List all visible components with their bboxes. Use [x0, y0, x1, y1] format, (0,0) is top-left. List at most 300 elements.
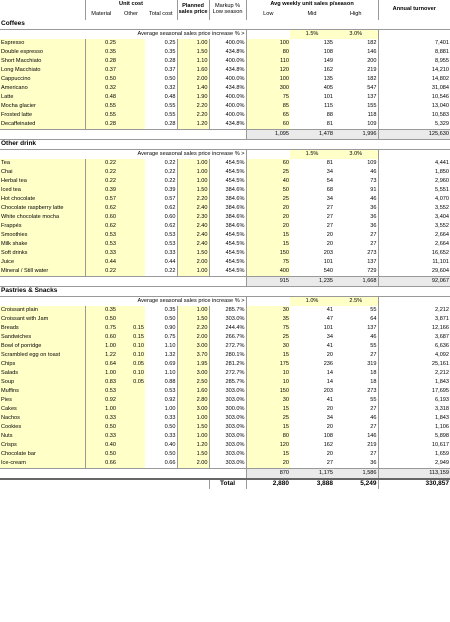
annual-turnover: 17,695	[378, 387, 450, 396]
sales-mid: 20	[326, 240, 334, 247]
other-cost[interactable]	[117, 120, 145, 130]
item-name[interactable]: Chips	[0, 360, 85, 369]
sales-price[interactable]: 2.20	[177, 111, 209, 120]
other-cost[interactable]	[117, 423, 145, 432]
material-cost[interactable]: 0.53	[85, 387, 117, 396]
other-cost[interactable]	[117, 240, 145, 249]
markup: 281.2%	[209, 360, 246, 369]
table-row	[0, 387, 450, 396]
sales-price[interactable]: 2.40	[177, 222, 209, 231]
table-row	[0, 111, 450, 120]
item-name[interactable]: Frappés	[0, 222, 85, 231]
item-name[interactable]: Short Macchiato	[0, 57, 85, 66]
sales-mid: 14	[326, 369, 334, 376]
other-cost[interactable]	[117, 396, 145, 405]
annual-turnover: 10,546	[378, 93, 450, 102]
material-cost[interactable]: 0.75	[85, 324, 117, 333]
other-cost[interactable]	[117, 249, 145, 258]
other-cost[interactable]	[117, 48, 145, 57]
sales-price[interactable]: 1.00	[177, 267, 209, 277]
sales-low[interactable]: 400	[246, 267, 290, 277]
sales-low[interactable]: 30	[246, 396, 290, 405]
sales-low[interactable]: 30	[246, 306, 290, 315]
sales-price[interactable]: 1.95	[177, 360, 209, 369]
sales-price[interactable]: 2.00	[177, 258, 209, 267]
markup: 454.5%	[209, 231, 246, 240]
material-cost[interactable]: 1.00	[85, 342, 117, 351]
other-cost[interactable]	[117, 450, 145, 459]
item-name[interactable]: Milk shake	[0, 240, 85, 249]
other-cost[interactable]: 0.05	[117, 378, 145, 387]
sales-low[interactable]: 25	[246, 333, 290, 342]
other-cost[interactable]	[117, 315, 145, 324]
total-cost: 0.32	[164, 84, 176, 91]
item-name[interactable]: Soup	[0, 378, 85, 387]
sales-price[interactable]: 1.00	[177, 432, 209, 441]
material-cost[interactable]: 0.44	[85, 258, 117, 267]
sales-price[interactable]: 1.20	[177, 441, 209, 450]
item-name[interactable]: Double espresso	[0, 48, 85, 57]
table-row	[0, 39, 450, 48]
sales-price[interactable]: 2.20	[177, 324, 209, 333]
table-row	[0, 222, 450, 231]
table-row	[0, 324, 450, 333]
material-cost[interactable]: 0.39	[85, 186, 117, 195]
table-row	[0, 48, 450, 57]
other-cost[interactable]	[117, 306, 145, 315]
sales-mid: 20	[326, 450, 334, 457]
other-cost[interactable]: 0.05	[117, 360, 145, 369]
markup: 384.6%	[209, 204, 246, 213]
increase-high[interactable]: 2.5%	[334, 297, 378, 307]
other-cost[interactable]	[117, 441, 145, 450]
other-cost[interactable]: 0.10	[117, 351, 145, 360]
sales-low[interactable]: 60	[246, 120, 290, 130]
sales-low[interactable]: 85	[246, 102, 290, 111]
markup: 400.0%	[209, 39, 246, 48]
other-cost[interactable]	[117, 159, 145, 168]
other-cost[interactable]	[117, 204, 145, 213]
material-cost[interactable]: 1.22	[85, 351, 117, 360]
sales-high: 146	[367, 432, 377, 439]
other-cost[interactable]	[117, 213, 145, 222]
total-cost: 1.10	[164, 342, 176, 349]
annual-turnover-header: Annual turnover	[378, 0, 450, 20]
item-name[interactable]: Espresso	[0, 39, 85, 48]
sales-low[interactable]: 300	[246, 84, 290, 93]
material-cost[interactable]: 0.53	[85, 240, 117, 249]
material-cost[interactable]: 0.60	[85, 213, 117, 222]
material-cost[interactable]: 0.64	[85, 360, 117, 369]
other-cost[interactable]	[117, 66, 145, 75]
sales-price[interactable]: 1.20	[177, 120, 209, 130]
increase-mid[interactable]: 1.5%	[290, 30, 334, 40]
material-cost[interactable]: 0.60	[85, 333, 117, 342]
table-row	[0, 333, 450, 342]
sales-price[interactable]: 1.50	[177, 450, 209, 459]
item-name[interactable]: Juice	[0, 258, 85, 267]
sales-price[interactable]: 3.00	[177, 369, 209, 378]
material-cost[interactable]: 0.50	[85, 315, 117, 324]
total-annual: 92,067	[378, 277, 450, 287]
sales-price[interactable]: 1.50	[177, 249, 209, 258]
sales-low[interactable]: 65	[246, 111, 290, 120]
sales-price[interactable]: 3.70	[177, 351, 209, 360]
other-cost[interactable]	[117, 222, 145, 231]
sales-low[interactable]: 120	[246, 441, 290, 450]
annual-turnover: 2,664	[378, 240, 450, 249]
total-cost: 1.32	[164, 351, 176, 358]
sales-mid: 405	[323, 84, 334, 91]
item-name[interactable]: Bowl of porridge	[0, 342, 85, 351]
material-cost[interactable]: 0.22	[85, 159, 117, 168]
other-cost[interactable]	[117, 84, 145, 93]
sales-price[interactable]: 1.10	[177, 57, 209, 66]
other-cost[interactable]	[117, 405, 145, 414]
table-row	[0, 186, 450, 195]
sales-low[interactable]: 15	[246, 351, 290, 360]
sales-high: 27	[370, 423, 377, 430]
material-cost[interactable]: 0.35	[85, 306, 117, 315]
item-name[interactable]: White chocolate mocha	[0, 213, 85, 222]
total-cost: 0.88	[164, 378, 176, 385]
sales-high: 200	[367, 57, 377, 64]
material-cost[interactable]: 0.62	[85, 222, 117, 231]
sales-low[interactable]: 15	[246, 231, 290, 240]
other-cost[interactable]	[117, 231, 145, 240]
table-row	[0, 423, 450, 432]
sales-price[interactable]: 1.00	[177, 159, 209, 168]
annual-turnover: 3,552	[378, 222, 450, 231]
sales-high: 55	[370, 342, 377, 349]
item-name[interactable]: Sandwiches	[0, 333, 85, 342]
material-cost[interactable]: 0.50	[85, 75, 117, 84]
sales-price[interactable]: 2.00	[177, 333, 209, 342]
sales-price[interactable]: 2.20	[177, 102, 209, 111]
sales-price[interactable]: 1.60	[177, 66, 209, 75]
other-cost[interactable]	[117, 432, 145, 441]
sales-price[interactable]: 2.30	[177, 213, 209, 222]
sales-mid: 20	[326, 405, 334, 412]
annual-turnover: 5,329	[378, 120, 450, 130]
sales-high: 18	[370, 378, 377, 385]
sales-high: 18	[370, 369, 377, 376]
price-increase-caption: Average seasonal sales price increase % >	[137, 297, 245, 304]
item-name[interactable]: Chocolate raspberry latte	[0, 204, 85, 213]
item-name[interactable]: Breads	[0, 324, 85, 333]
sales-price[interactable]: 3.00	[177, 342, 209, 351]
increase-high[interactable]: 3.0%	[334, 150, 378, 160]
table-row	[0, 204, 450, 213]
sales-mid: 34	[326, 168, 334, 175]
sales-high: 547	[367, 84, 377, 91]
item-name[interactable]: Ice-cream	[0, 459, 85, 469]
grand-total-annual: 330,857	[378, 479, 450, 489]
material-cost[interactable]: 0.33	[85, 249, 117, 258]
section-header	[0, 20, 450, 30]
sales-low[interactable]: 10	[246, 369, 290, 378]
table-row	[0, 414, 450, 423]
sales-mid: 34	[326, 195, 334, 202]
material-cost[interactable]: 0.28	[85, 57, 117, 66]
item-name[interactable]: Muffins	[0, 387, 85, 396]
total-cost: 0.44	[164, 258, 176, 265]
sales-high: 137	[367, 324, 377, 331]
item-name[interactable]: Croissant plain	[0, 306, 85, 315]
sales-low[interactable]: 110	[246, 57, 290, 66]
item-name[interactable]: Nachos	[0, 414, 85, 423]
sales-low[interactable]: 80	[246, 432, 290, 441]
sales-price[interactable]: 1.00	[177, 168, 209, 177]
sales-low[interactable]: 60	[246, 159, 290, 168]
other-cost[interactable]	[117, 387, 145, 396]
sales-mid: 27	[326, 222, 334, 229]
total-cost: 0.50	[164, 75, 176, 82]
sales-low[interactable]: 75	[246, 258, 290, 267]
sales-low[interactable]: 15	[246, 450, 290, 459]
item-name[interactable]: Chai	[0, 168, 85, 177]
other-cost[interactable]	[117, 195, 145, 204]
material-cost[interactable]: 0.32	[85, 84, 117, 93]
other-cost[interactable]: 0.10	[117, 342, 145, 351]
material-cost[interactable]: 0.33	[85, 414, 117, 423]
sales-high: 46	[370, 168, 377, 175]
material-cost[interactable]: 0.57	[85, 195, 117, 204]
annual-turnover: 4,441	[378, 159, 450, 168]
sales-low[interactable]: 35	[246, 315, 290, 324]
sales-mid: 101	[323, 324, 334, 331]
table-row	[0, 231, 450, 240]
item-name[interactable]: Croissant with Jam	[0, 315, 85, 324]
sales-low[interactable]: 30	[246, 342, 290, 351]
markup: 384.6%	[209, 213, 246, 222]
table-row	[0, 378, 450, 387]
material-cost[interactable]: 0.50	[85, 423, 117, 432]
item-name[interactable]: Cookies	[0, 423, 85, 432]
section-title: Other drink	[0, 140, 450, 150]
sales-price[interactable]: 1.60	[177, 387, 209, 396]
price-increase-row	[0, 30, 450, 40]
sales-low[interactable]: 50	[246, 186, 290, 195]
sales-mid: 14	[326, 378, 334, 385]
material-cost[interactable]: 0.22	[85, 177, 117, 186]
item-name[interactable]: Decaffeinated	[0, 120, 85, 130]
item-name[interactable]: Latte	[0, 93, 85, 102]
sales-low[interactable]: 75	[246, 93, 290, 102]
sales-low[interactable]: 150	[246, 249, 290, 258]
material-cost[interactable]: 0.55	[85, 102, 117, 111]
section-header	[0, 140, 450, 150]
increase-mid[interactable]: 1.0%	[290, 297, 334, 307]
material-cost[interactable]: 0.55	[85, 111, 117, 120]
item-name[interactable]: Hot chocolate	[0, 195, 85, 204]
item-name[interactable]: Crisps	[0, 441, 85, 450]
other-cost[interactable]	[117, 111, 145, 120]
item-name[interactable]: Long Macchiato	[0, 66, 85, 75]
other-cost[interactable]	[117, 186, 145, 195]
sales-low[interactable]: 175	[246, 360, 290, 369]
other-cost[interactable]: 0.15	[117, 324, 145, 333]
item-name[interactable]: Cappuccino	[0, 75, 85, 84]
item-name[interactable]: Chocolate bar	[0, 450, 85, 459]
sales-price[interactable]: 2.20	[177, 195, 209, 204]
total-cost: 0.33	[164, 249, 176, 256]
sales-low[interactable]: 40	[246, 177, 290, 186]
material-cost[interactable]: 0.37	[85, 66, 117, 75]
sales-low[interactable]: 20	[246, 459, 290, 469]
material-cost[interactable]: 0.83	[85, 378, 117, 387]
other-cost[interactable]	[117, 267, 145, 277]
sales-high: 91	[370, 186, 377, 193]
item-name[interactable]: Iced tea	[0, 186, 85, 195]
annual-turnover: 16,652	[378, 249, 450, 258]
sales-low[interactable]: 80	[246, 48, 290, 57]
sales-low[interactable]: 100	[246, 39, 290, 48]
annual-turnover: 2,664	[378, 231, 450, 240]
sales-low[interactable]: 20	[246, 204, 290, 213]
sales-high: 137	[367, 258, 377, 265]
item-name[interactable]: Soft drinks	[0, 249, 85, 258]
sales-price[interactable]: 1.50	[177, 48, 209, 57]
sales-price[interactable]: 2.40	[177, 231, 209, 240]
material-cost[interactable]: 0.92	[85, 396, 117, 405]
material-cost[interactable]: 0.48	[85, 93, 117, 102]
sales-price[interactable]: 2.40	[177, 204, 209, 213]
sales-low[interactable]: 25	[246, 195, 290, 204]
price-increase-row	[0, 297, 450, 307]
item-name[interactable]: Mocha glacier	[0, 102, 85, 111]
other-cost[interactable]	[117, 93, 145, 102]
sales-price[interactable]: 1.00	[177, 306, 209, 315]
total-cost: 0.50	[164, 315, 176, 322]
table-row	[0, 441, 450, 450]
sales-mid: 203	[323, 249, 334, 256]
other-cost[interactable]	[117, 258, 145, 267]
sales-high: 36	[370, 222, 377, 229]
table-row	[0, 159, 450, 168]
sales-high: 73	[370, 177, 377, 184]
section-title: Coffees	[0, 20, 450, 30]
item-name[interactable]: Pies	[0, 396, 85, 405]
item-name[interactable]: Americano	[0, 84, 85, 93]
sales-low[interactable]: 120	[246, 66, 290, 75]
item-name[interactable]: Tea	[0, 159, 85, 168]
sales-price[interactable]: 1.40	[177, 84, 209, 93]
other-cost[interactable]	[117, 57, 145, 66]
sales-price[interactable]: 2.00	[177, 75, 209, 84]
markup: 454.5%	[209, 159, 246, 168]
material-cost[interactable]: 0.62	[85, 204, 117, 213]
item-name[interactable]: Scrambled egg on toast	[0, 351, 85, 360]
markup: 303.0%	[209, 459, 246, 469]
item-name[interactable]: Cakes	[0, 405, 85, 414]
increase-high[interactable]: 3.0%	[334, 30, 378, 40]
sales-low[interactable]: 25	[246, 168, 290, 177]
other-cost[interactable]	[117, 75, 145, 84]
markup: 454.5%	[209, 258, 246, 267]
item-name[interactable]: Nuts	[0, 432, 85, 441]
material-cost[interactable]: 0.35	[85, 48, 117, 57]
annual-turnover: 10,583	[378, 111, 450, 120]
sales-price[interactable]: 2.00	[177, 459, 209, 469]
sales-price[interactable]: 1.00	[177, 414, 209, 423]
table-body	[0, 20, 450, 489]
sales-low[interactable]: 150	[246, 387, 290, 396]
sales-low[interactable]: 25	[246, 414, 290, 423]
other-cost[interactable]	[117, 102, 145, 111]
item-name[interactable]: Frosted latte	[0, 111, 85, 120]
other-cost[interactable]	[117, 414, 145, 423]
other-cost[interactable]	[117, 459, 145, 469]
item-name[interactable]: Smoothies	[0, 231, 85, 240]
material-cost[interactable]: 0.53	[85, 231, 117, 240]
sales-low[interactable]: 100	[246, 75, 290, 84]
sales-price[interactable]: 3.00	[177, 405, 209, 414]
sales-low[interactable]: 75	[246, 324, 290, 333]
sales-low[interactable]: 15	[246, 240, 290, 249]
sales-price[interactable]: 2.50	[177, 378, 209, 387]
table-row	[0, 267, 450, 277]
annual-turnover: 4,092	[378, 351, 450, 360]
other-cost[interactable]	[117, 177, 145, 186]
sales-price[interactable]: 1.00	[177, 177, 209, 186]
sales-low[interactable]: 15	[246, 423, 290, 432]
material-cost[interactable]: 0.22	[85, 168, 117, 177]
item-name[interactable]: Salads	[0, 369, 85, 378]
material-cost[interactable]: 1.00	[85, 369, 117, 378]
sales-price[interactable]: 1.00	[177, 39, 209, 48]
sales-low[interactable]: 10	[246, 378, 290, 387]
item-name[interactable]: Herbal tea	[0, 177, 85, 186]
section-title: Pastries & Snacks	[0, 287, 450, 297]
material-cost[interactable]: 0.33	[85, 432, 117, 441]
material-cost[interactable]: 1.00	[85, 405, 117, 414]
sales-mid: 20	[326, 351, 334, 358]
material-cost[interactable]: 0.40	[85, 441, 117, 450]
sales-price[interactable]: 2.40	[177, 240, 209, 249]
table-row	[0, 351, 450, 360]
sales-price[interactable]: 1.90	[177, 93, 209, 102]
sales-price[interactable]: 2.80	[177, 396, 209, 405]
sales-high: 55	[370, 396, 377, 403]
markup: 434.8%	[209, 66, 246, 75]
material-cost[interactable]: 0.50	[85, 450, 117, 459]
annual-turnover: 1,106	[378, 423, 450, 432]
other-cost[interactable]	[117, 168, 145, 177]
material-cost[interactable]: 0.22	[85, 267, 117, 277]
sales-low[interactable]: 15	[246, 405, 290, 414]
other-cost[interactable]	[117, 39, 145, 48]
sales-price[interactable]: 1.50	[177, 315, 209, 324]
other-cost[interactable]: 0.15	[117, 333, 145, 342]
material-cost[interactable]: 0.25	[85, 39, 117, 48]
increase-mid[interactable]: 1.5%	[290, 150, 334, 160]
sales-price[interactable]: 1.50	[177, 186, 209, 195]
markup: 303.0%	[209, 423, 246, 432]
sales-low[interactable]: 20	[246, 222, 290, 231]
annual-turnover: 1,659	[378, 450, 450, 459]
item-name[interactable]: Mineral / Still water	[0, 267, 85, 277]
sales-mid: 135	[323, 39, 334, 46]
material-cost[interactable]: 0.66	[85, 459, 117, 469]
sales-high: 27	[370, 351, 377, 358]
sales-low[interactable]: 20	[246, 213, 290, 222]
table-row	[0, 168, 450, 177]
material-cost[interactable]: 0.28	[85, 120, 117, 130]
total-cost: 1.00	[164, 405, 176, 412]
sales-price[interactable]: 1.50	[177, 423, 209, 432]
other-cost[interactable]: 0.10	[117, 369, 145, 378]
